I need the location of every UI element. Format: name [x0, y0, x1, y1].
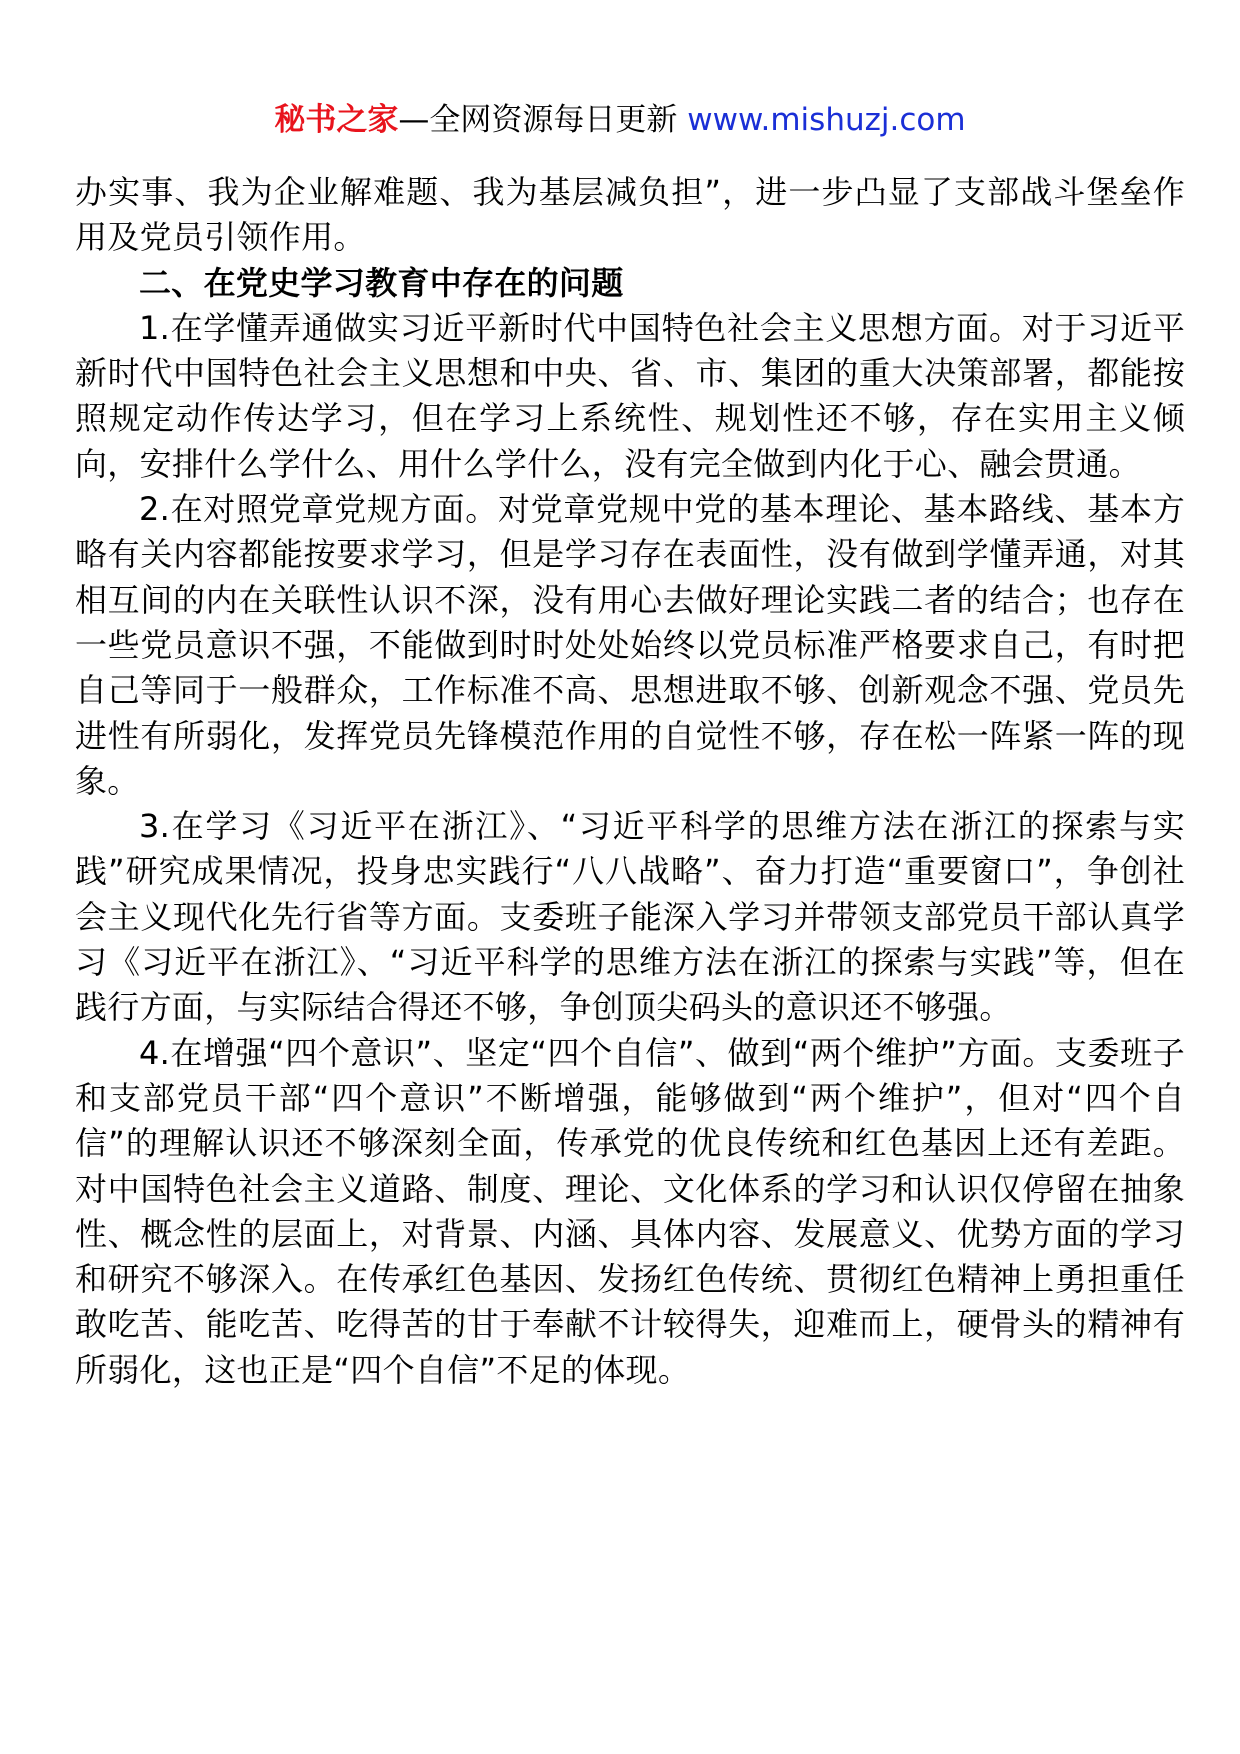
section-heading: 二、在党史学习教育中存在的问题	[139, 263, 624, 302]
page-header	[0, 100, 1240, 140]
document-body	[75, 170, 1185, 1393]
paragraph-2: 2.在对照党章党规方面。对党章党规中党的基本理论、基本路线、基本方略有关内容都能按要求学习，但是学习存在表面性，没有做到学懂弄通，对其相互间的内在关联性认识不深，没有用心去做好理论实践二者的结合；也存在一些党员意识不强，不能做到时时处处始终以党员标准严格要求自己，有时把自己等同于一般群众，工作标准不高、思想进取不够、创新观念不强、党员先进性有所弱化，发挥党员先锋模范作用的自觉性不够，存在松一阵紧一阵的现象。	[75, 490, 1185, 800]
paragraph-3: 3.在学习《习近平在浙江》、“习近平科学的思维方法在浙江的探索与实践”研究成果情况，投身忠实践行“八八战略”、奋力打造“重要窗口”，争创社会主义现代化先行省等方面。支委班子能深入学习并带领支部党员干部认真学习《习近平在浙江》、“习近平科学的思维方法在浙江的探索与实践”等，但在践行方面，与实际结合得还不够，争创顶尖码头的意识还不够强。	[75, 807, 1185, 1027]
website-url[interactable]: www.mishuzj.com	[687, 102, 966, 138]
brand-name: 秘书之家	[274, 102, 399, 138]
paragraph-1: 1.在学懂弄通做实习近平新时代中国特色社会主义思想方面。对于习近平新时代中国特色社会主义思想和中央、省、市、集团的重大决策部署，都能按照规定动作传达学习，但在学习上系统性、规划性还不够，存在实用主义倾向，安排什么学什么、用什么学什么，没有完全做到内化于心、融会贯通。	[75, 308, 1185, 483]
continuation-paragraph: 办实事、我为企业解难题、我为基层减负担”，进一步凸显了支部战斗堡垒作用及党员引领作用。	[75, 173, 1185, 257]
paragraph-4: 4.在增强“四个意识”、坚定“四个自信”、做到“两个维护”方面。支委班子和支部党员干部“四个意识”不断增强，能够做到“两个维护”，但对“四个自信”的理解认识还不够深刻全面，传承党的优良传统和红色基因上还有差距。对中国特色社会主义道路、制度、理论、文化体系的学习和认识仅停留在抽象性、概念性的层面上，对背景、内涵、具体内容、发展意义、优势方面的学习和研究不够深入。在传承红色基因、发扬红色传统、贯彻红色精神上勇担重任敢吃苦、能吃苦、吃得苦的甘于奉献不计较得失，迎难而上，硬骨头的精神有所弱化，这也正是“四个自信”不足的体现。	[75, 1033, 1185, 1389]
header-tagline: —全网资源每日更新	[398, 102, 688, 138]
